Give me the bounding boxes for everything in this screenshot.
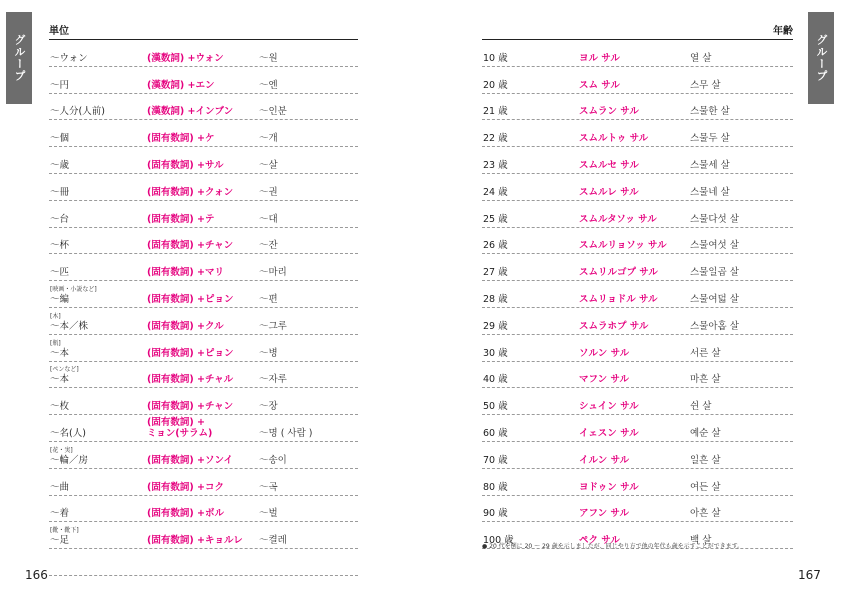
korean-text: 〜엔 <box>259 79 278 91</box>
pronunciation-pattern <box>147 53 224 64</box>
korean-text: 열 살 <box>690 52 712 64</box>
table-row <box>482 308 793 335</box>
pronunciation: スムルトゥ サル <box>579 133 649 145</box>
pronunciation: ヨル サル <box>579 52 620 64</box>
pattern-text: (固有数詞) +チャル <box>147 374 234 386</box>
pronunciation: スムラン サル <box>579 106 639 118</box>
table-row <box>49 442 358 469</box>
table-row <box>49 174 358 201</box>
age-label: 100 歳 <box>483 535 514 547</box>
korean-text: 〜자루 <box>259 374 287 386</box>
unit-label: 〜個 <box>50 133 70 145</box>
korean-text: 스물네 살 <box>690 186 730 198</box>
age-label: 90 歳 <box>483 508 508 520</box>
table-row <box>49 496 358 523</box>
korean-text: 스물두 살 <box>690 133 730 145</box>
age-label: 22 歳 <box>483 133 508 145</box>
table-row <box>482 469 793 496</box>
pronunciation: スムルリョソッ サル <box>579 240 667 252</box>
pattern-text: (固有数詞) +チャン <box>147 401 234 413</box>
korean-text: 〜장 <box>259 401 278 413</box>
table-row <box>482 120 793 147</box>
korean-text: 〜권 <box>259 186 278 198</box>
age-label: 24 歳 <box>483 186 508 198</box>
korean-text: 스물여덟 살 <box>690 293 739 305</box>
table-row <box>482 496 793 523</box>
unit-note: [映画・小説など] <box>50 285 97 293</box>
age-label: 70 歳 <box>483 454 508 466</box>
table-row <box>482 362 793 389</box>
unit-cell <box>50 340 69 359</box>
unit-cell <box>50 366 79 385</box>
unit-note: [花・実] <box>50 446 73 454</box>
unit-cell <box>50 527 79 546</box>
unit-label: 〜ウォン <box>50 52 88 64</box>
pronunciation-pattern <box>147 321 224 332</box>
pattern-text: (固有数詞) +クル <box>147 320 224 332</box>
korean-text: 스무 살 <box>690 79 721 91</box>
korean-text: 〜잔 <box>259 240 278 252</box>
table-row <box>482 147 793 174</box>
age-table <box>482 40 793 549</box>
page-number: 166 <box>25 568 48 582</box>
unit-cell <box>50 428 86 439</box>
table-row <box>49 40 358 67</box>
unit-label: 〜足 <box>50 535 70 547</box>
table-row <box>482 94 793 121</box>
unit-label: 〜本 <box>50 347 70 359</box>
unit-cell <box>50 447 88 466</box>
unit-cell <box>50 286 97 305</box>
pattern-text: (固有数詞) +ソンイ <box>147 454 233 466</box>
age-label: 20 歳 <box>483 79 508 91</box>
table-row <box>49 94 358 121</box>
unit-note: [木] <box>50 312 61 320</box>
side-tab: グループ <box>6 12 32 104</box>
korean-text: 쉰 살 <box>690 401 712 413</box>
table-row <box>49 415 358 442</box>
korean-text: 〜명 ( 사람 ) <box>259 427 313 439</box>
unit-label: 〜匹 <box>50 267 70 279</box>
age-label: 60 歳 <box>483 427 508 439</box>
pronunciation-pattern <box>147 187 233 198</box>
pronunciation-pattern <box>147 240 233 251</box>
pattern-text: (固有数詞) +ボル <box>147 508 224 520</box>
age-label: 25 歳 <box>483 213 508 225</box>
korean-text: 스물한 살 <box>690 106 730 118</box>
unit-label: 〜歳 <box>50 159 70 171</box>
table-row <box>49 67 358 94</box>
age-label: 40 歳 <box>483 374 508 386</box>
unit-label: 〜杯 <box>50 240 70 252</box>
table-row <box>49 469 358 496</box>
page-number: 167 <box>798 568 821 582</box>
age-label: 28 歳 <box>483 293 508 305</box>
table-row <box>49 308 358 335</box>
pronunciation-pattern <box>147 267 224 278</box>
table-row <box>49 362 358 389</box>
korean-text: 여든 살 <box>690 481 721 493</box>
pronunciation-pattern <box>147 133 214 144</box>
korean-text: 〜대 <box>259 213 278 225</box>
unit-note: [ペンなど] <box>50 366 79 374</box>
korean-text: 〜켤레 <box>259 535 287 547</box>
unit-label: 〜名(人) <box>50 427 86 439</box>
table-row <box>482 388 793 415</box>
korean-text: 〜곡 <box>259 481 278 493</box>
unit-note: [靴・靴下] <box>50 527 79 535</box>
pattern-text: (固有数詞) +ピョン <box>147 347 234 359</box>
pattern-text-line2: ミョン(サラム) <box>147 427 213 439</box>
table-row <box>49 522 358 549</box>
unit-label: 〜編 <box>50 293 70 305</box>
unit-note: [瓶] <box>50 339 61 347</box>
pronunciation: イェスン サル <box>579 427 639 439</box>
section-header-age: 年齢 <box>482 22 793 40</box>
unit-cell <box>50 187 69 198</box>
pronunciation: ヨドゥン サル <box>579 481 639 493</box>
pronunciation-pattern <box>147 348 233 359</box>
unit-cell <box>50 482 69 493</box>
korean-text: 스물다섯 살 <box>690 213 739 225</box>
pattern-text: (固有数詞) +ケ <box>147 133 215 145</box>
pattern-text: (固有数詞) +チャン <box>147 240 234 252</box>
pronunciation-pattern <box>147 535 243 546</box>
korean-text: 서른 살 <box>690 347 721 359</box>
pronunciation-pattern <box>147 482 224 493</box>
korean-text: 〜살 <box>259 159 278 171</box>
unit-cell <box>50 508 69 519</box>
pronunciation: アフン サル <box>579 508 629 520</box>
empty-row <box>49 549 358 576</box>
age-label: 21 歳 <box>483 106 508 118</box>
pronunciation: ペク サル <box>579 535 620 547</box>
unit-table <box>49 40 358 576</box>
unit-label: 〜曲 <box>50 481 70 493</box>
korean-text: 〜편 <box>259 293 278 305</box>
pronunciation: スムリョドル サル <box>579 293 658 305</box>
korean-text: 스물세 살 <box>690 159 730 171</box>
table-row <box>49 120 358 147</box>
unit-cell <box>50 240 69 251</box>
table-row <box>482 335 793 362</box>
pronunciation-pattern <box>147 80 214 91</box>
table-row <box>482 174 793 201</box>
unit-label: 〜人分(人前) <box>50 106 105 118</box>
unit-label: 〜輪／房 <box>50 454 89 466</box>
pronunciation: シュイン サル <box>579 401 639 413</box>
korean-text: 일흔 살 <box>690 454 721 466</box>
unit-cell <box>50 53 88 64</box>
pattern-text: (漢数詞) +ウォン <box>147 52 224 64</box>
table-row <box>482 201 793 228</box>
pattern-text: (固有数詞) +サル <box>147 159 224 171</box>
korean-text: 〜벌 <box>259 508 278 520</box>
pattern-text: (固有数詞) + <box>147 416 205 428</box>
table-row <box>49 254 358 281</box>
pattern-text: (漢数詞) +インブン <box>147 106 234 118</box>
age-label: 29 歳 <box>483 320 508 332</box>
unit-cell <box>50 214 69 225</box>
unit-label: 〜枚 <box>50 401 70 413</box>
pronunciation: スムルタソッ サル <box>579 213 657 225</box>
unit-cell <box>50 267 69 278</box>
table-row <box>49 147 358 174</box>
pattern-text: (固有数詞) +キョルレ <box>147 535 243 547</box>
table-row <box>482 254 793 281</box>
age-label: 30 歳 <box>483 347 508 359</box>
table-row <box>482 67 793 94</box>
unit-label: 〜本／株 <box>50 320 89 332</box>
korean-text: 백 살 <box>690 535 712 547</box>
pronunciation-pattern <box>147 417 212 439</box>
pattern-text: (漢数詞) +エン <box>147 79 215 91</box>
table-row <box>482 442 793 469</box>
pronunciation-pattern <box>147 508 224 519</box>
pronunciation-pattern <box>147 294 233 305</box>
korean-text: 〜그루 <box>259 320 287 332</box>
table-row <box>482 281 793 308</box>
table-row <box>49 228 358 255</box>
pronunciation-pattern <box>147 214 214 225</box>
unit-cell <box>50 160 69 171</box>
unit-label: 〜円 <box>50 79 70 91</box>
korean-text: 〜마리 <box>259 267 287 279</box>
section-header-unit: 単位 <box>49 22 358 40</box>
korean-text: 〜개 <box>259 133 278 145</box>
age-label: 27 歳 <box>483 267 508 279</box>
pronunciation-pattern <box>147 401 233 412</box>
pronunciation: スムラホプ サル <box>579 320 649 332</box>
korean-text: 〜인분 <box>259 106 287 118</box>
pronunciation: マフン サル <box>579 374 629 386</box>
unit-cell <box>50 106 105 117</box>
age-label: 50 歳 <box>483 401 508 413</box>
unit-cell <box>50 80 69 91</box>
table-row <box>49 201 358 228</box>
table-row <box>49 388 358 415</box>
age-label: 23 歳 <box>483 159 508 171</box>
korean-text: 아흔 살 <box>690 508 721 520</box>
age-label: 80 歳 <box>483 481 508 493</box>
footnote: ● 20 代を例に 20 〜 29 歳を示しましたが、同じやり方で他の年代も歳を示すことができます。 <box>482 543 744 550</box>
table-row <box>49 281 358 308</box>
right-page <box>421 0 842 595</box>
pattern-text: (固有数詞) +コク <box>147 481 224 493</box>
pronunciation: スムルレ サル <box>579 186 639 198</box>
unit-label: 〜台 <box>50 213 70 225</box>
korean-text: 〜병 <box>259 347 278 359</box>
korean-text: 스물여섯 살 <box>690 240 739 252</box>
unit-cell <box>50 133 69 144</box>
unit-label: 〜冊 <box>50 186 70 198</box>
pattern-text: (固有数詞) +ピョン <box>147 293 234 305</box>
table-row <box>482 40 793 67</box>
korean-text: 〜송이 <box>259 454 287 466</box>
pronunciation: スム サル <box>579 79 620 91</box>
side-tab: グループ <box>808 12 834 104</box>
unit-cell <box>50 313 88 332</box>
unit-cell <box>50 401 69 412</box>
korean-text: 〜원 <box>259 52 278 64</box>
unit-label: 〜着 <box>50 508 70 520</box>
korean-text: 스물일곱 살 <box>690 267 739 279</box>
table-row <box>482 415 793 442</box>
korean-text: 마흔 살 <box>690 374 721 386</box>
pronunciation: ソルン サル <box>579 347 630 359</box>
table-row <box>49 335 358 362</box>
pronunciation: イルン サル <box>579 454 630 466</box>
age-label: 26 歳 <box>483 240 508 252</box>
unit-label: 〜本 <box>50 374 70 386</box>
korean-text: 스물아홉 살 <box>690 320 739 332</box>
age-label: 10 歳 <box>483 52 508 64</box>
korean-text: 예순 살 <box>690 427 721 439</box>
pattern-text: (固有数詞) +マリ <box>147 267 224 279</box>
pronunciation: スムリルゴプ サル <box>579 267 658 279</box>
pronunciation-pattern <box>147 160 223 171</box>
pattern-text: (固有数詞) +テ <box>147 213 215 225</box>
pronunciation-pattern <box>147 455 233 466</box>
pronunciation-pattern <box>147 374 233 385</box>
table-row <box>482 228 793 255</box>
pronunciation: スムルセ サル <box>579 159 639 171</box>
pronunciation-pattern <box>147 106 233 117</box>
pattern-text: (固有数詞) +クォン <box>147 186 234 198</box>
